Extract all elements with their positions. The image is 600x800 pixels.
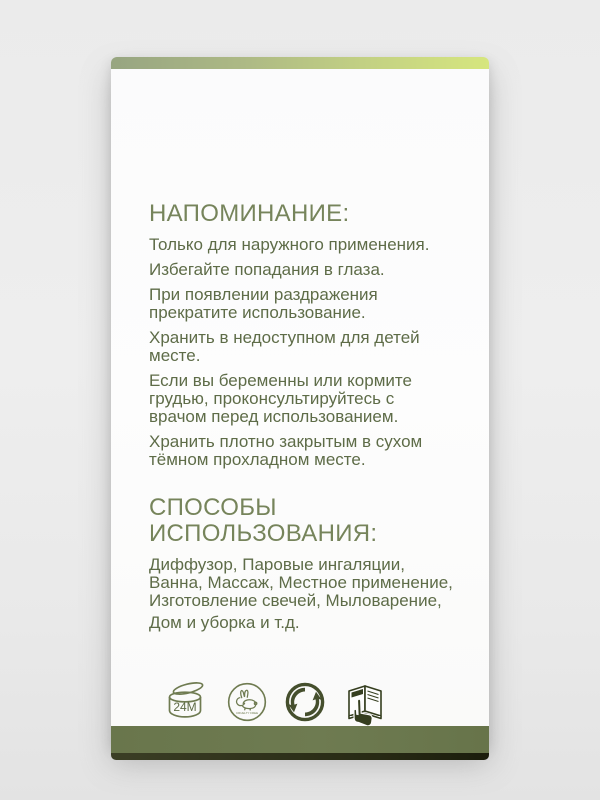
usage-title: СПОСОБЫ ИСПОЛЬЗОВАНИЯ: <box>149 494 378 547</box>
usage-line: Дом и уборка и т.д. <box>149 613 300 632</box>
box-bottom-band <box>111 726 489 753</box>
reminder-item: Хранить плотно закрытым в сухом тёмном прохладном месте. <box>149 432 423 469</box>
box-back-panel <box>111 69 489 726</box>
reminder-item: Если вы беременны или кормите грудью, проконсультируйтесь с врачом перед использованием. <box>149 371 412 426</box>
packaging-symbols-row <box>149 678 459 726</box>
read-leaflet-icon <box>342 678 388 726</box>
green-dot-recycling-icon <box>285 682 325 722</box>
panel-content <box>111 69 489 726</box>
reminder-item: Только для наружного применения. <box>149 235 430 254</box>
box-bottom-edge <box>111 753 489 760</box>
reminder-item: Избегайте попадания в глаза. <box>149 260 385 279</box>
reminder-item: При появлении раздражения прекратите использование. <box>149 285 378 322</box>
product-box <box>111 57 489 747</box>
usage-line: Ванна, Массаж, Местное применение, <box>149 573 453 592</box>
period-after-opening-icon <box>162 680 209 724</box>
usage-line: Диффузор, Паровые ингаляции, <box>149 555 406 574</box>
cruelty-free-icon <box>226 681 268 723</box>
usage-line: Изготовление свечей, Мыловарение, <box>149 591 442 610</box>
reminder-title: НАПОМИНАНИЕ: <box>149 200 350 227</box>
box-top-edge <box>111 57 489 69</box>
svg-text:24M: 24M <box>173 700 197 714</box>
reminder-item: Хранить в недоступном для детей месте. <box>149 328 420 365</box>
svg-text:CRUELTY FREE: CRUELTY FREE <box>235 710 259 715</box>
